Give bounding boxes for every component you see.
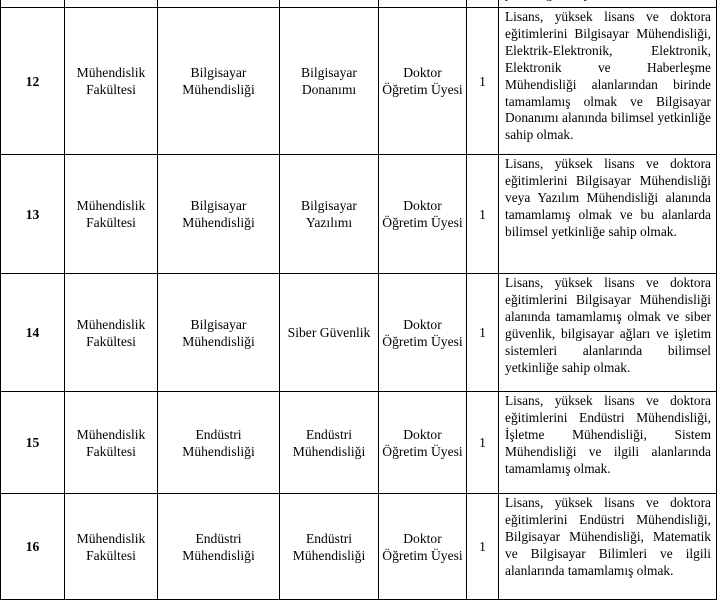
title-cell: Doktor Öğretim Üyesi bbox=[379, 8, 467, 155]
count-cell: 1 bbox=[467, 274, 499, 392]
title-cell: Doktor Öğretim Üyesi bbox=[379, 274, 467, 392]
title-cell: Doktor Öğretim Üyesi bbox=[379, 155, 467, 274]
count-cell: 1 bbox=[467, 494, 499, 600]
row-number: 14 bbox=[1, 274, 65, 392]
field-cell: Endüstri Mühendisliği bbox=[280, 494, 379, 600]
row-number: 16 bbox=[1, 494, 65, 600]
row-number: 12 bbox=[1, 8, 65, 155]
table-row bbox=[1, 494, 717, 600]
requirement-cell: Lisans, yüksek lisans ve doktora eğitimlerini Endüstri Mühendisliği, Bilgisayar Mühendisliği, Matematik ve Bilgisayar Bilimleri ve ilgili alanlarında tamamlamış olmak. bbox=[499, 494, 717, 600]
table-row bbox=[1, 8, 717, 155]
count-cell: 1 bbox=[467, 392, 499, 494]
count-cell: 1 bbox=[467, 8, 499, 155]
table-row-fragment bbox=[1, 0, 717, 8]
requirement-cell: Lisans, yüksek lisans ve doktora eğitimlerini Bilgisayar Mühendisliği, Elektrik-Elektronik, Elektronik, Elektronik ve Haberleşme Mühendisliği alanlarından birinde tamamlamış olmak ve Bilgisayar Donanımı alanında bilimsel yetkinliğe sahip olmak. bbox=[499, 8, 717, 155]
faculty-cell: Mühendislik Fakültesi bbox=[65, 392, 158, 494]
department-cell: Bilgisayar Mühendisliği bbox=[158, 8, 280, 155]
faculty-cell: Mühendislik Fakültesi bbox=[65, 8, 158, 155]
table-row bbox=[1, 274, 717, 392]
faculty-cell: Mühendislik Fakültesi bbox=[65, 494, 158, 600]
field-cell: Bilgisayar Donanımı bbox=[280, 8, 379, 155]
department-cell: Endüstri Mühendisliği bbox=[158, 392, 280, 494]
faculty-cell: Mühendislik Fakültesi bbox=[65, 155, 158, 274]
department-cell: Bilgisayar Mühendisliği bbox=[158, 155, 280, 274]
requirement-cell: Lisans, yüksek lisans ve doktora eğitimlerini Bilgisayar Mühendisliği alanında tamamlamış olmak ve siber güvenlik, bilgisayar ağları ve işletim sistemleri alanlarında bilimsel yetkinliğe sahip olmak. bbox=[499, 274, 717, 392]
field-cell: Bilgisayar Yazılımı bbox=[280, 155, 379, 274]
title-cell: Doktor Öğretim Üyesi bbox=[379, 392, 467, 494]
count-cell: 1 bbox=[467, 155, 499, 274]
table-row bbox=[1, 392, 717, 494]
row-number: 13 bbox=[1, 155, 65, 274]
row-number: 15 bbox=[1, 392, 65, 494]
requirement-cell: Lisans, yüksek lisans ve doktora eğitimlerini Endüstri Mühendisliği, İşletme Mühendisliği, Sistem Mühendisliği ve ilgili alanlarında tamamlamış olmak. bbox=[499, 392, 717, 494]
requirement-cell: Lisans, yüksek lisans ve doktora eğitimlerini Bilgisayar Mühendisliği veya Yazılım Mühendisliği alanında tamamlamış olmak ve bu alanlarda bilimsel yetkinliğe sahip olmak. bbox=[499, 155, 717, 274]
field-cell: Siber Güvenlik bbox=[280, 274, 379, 392]
department-cell: Endüstri Mühendisliği bbox=[158, 494, 280, 600]
field-cell: Endüstri Mühendisliği bbox=[280, 392, 379, 494]
table-row bbox=[1, 155, 717, 274]
department-cell: Bilgisayar Mühendisliği bbox=[158, 274, 280, 392]
requirement-fragment bbox=[505, 0, 630, 2]
faculty-cell: Mühendislik Fakültesi bbox=[65, 274, 158, 392]
title-cell: Doktor Öğretim Üyesi bbox=[379, 494, 467, 600]
